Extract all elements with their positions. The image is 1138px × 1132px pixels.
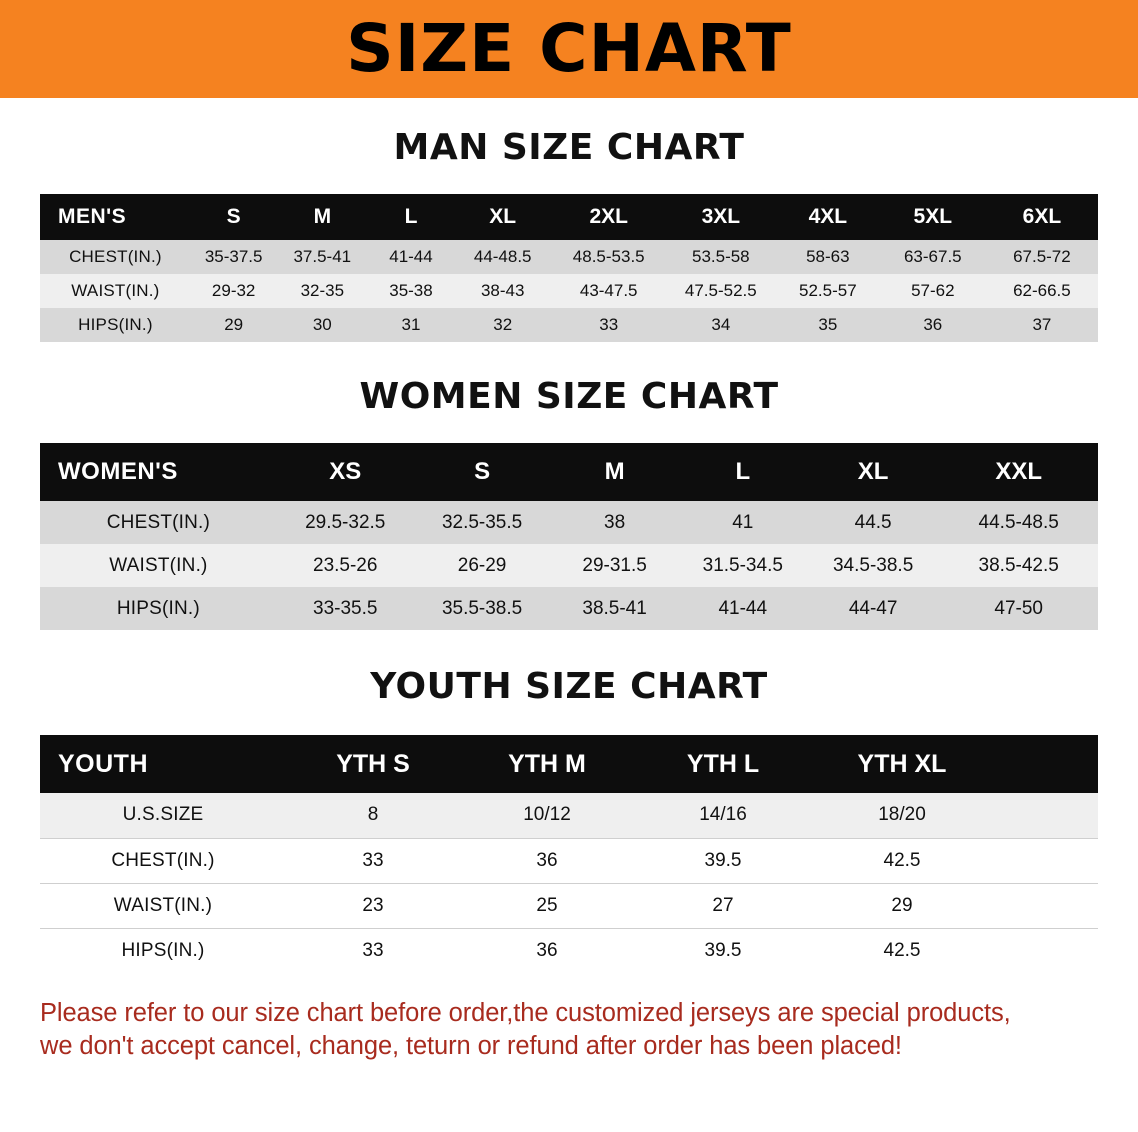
- man-row-2-label: HIPS(IN.): [78, 315, 153, 334]
- youth-row-1-label: CHEST(IN.): [40, 838, 286, 883]
- women-row-0-label: CHEST(IN.): [106, 511, 211, 533]
- man-cell-0-6: 58-63: [806, 247, 850, 266]
- youth-cell-3-3: 42.5: [883, 939, 921, 961]
- women-cell-0-0: 29.5-32.5: [305, 511, 386, 533]
- women-col-1: S: [414, 443, 551, 501]
- man-cell-0-0: 35-37.5: [204, 247, 263, 266]
- man-row-1-label: WAIST(IN.): [71, 281, 160, 300]
- man-col-2: L: [368, 194, 454, 240]
- man-cell-0-3: 44-48.5: [473, 247, 532, 266]
- women-row-1-label: WAIST(IN.): [109, 554, 208, 576]
- youth-cell-3-0: 33: [362, 939, 384, 961]
- table-row: [40, 544, 1098, 587]
- man-col-5: 3XL: [666, 194, 776, 240]
- women-cell-2-3: 41-44: [718, 597, 768, 619]
- women-size-table: [40, 443, 1098, 630]
- youth-cell-2-2: 27: [634, 883, 812, 928]
- women-cell-2-2: 38.5-41: [582, 597, 647, 619]
- youth-header-label: YOUTH: [40, 735, 286, 793]
- youth-col-3: YTH XL: [812, 735, 992, 793]
- youth-row-2-label: WAIST(IN.): [40, 883, 286, 928]
- women-cell-2-0: 33-35.5: [313, 597, 378, 619]
- youth-cell-1-1: 36: [460, 838, 634, 883]
- youth-cell-1-2: 39.5: [634, 838, 812, 883]
- youth-cell-3-2: 39.5: [704, 939, 742, 961]
- women-table-header-row: [40, 443, 1098, 501]
- youth-cell-3-spacer: [992, 928, 1098, 973]
- man-section-heading: MAN SIZE CHART: [393, 127, 745, 168]
- youth-cell-2-0: 23: [286, 883, 460, 928]
- man-cell-0-8: 67.5-72: [1013, 247, 1071, 266]
- man-cell-1-1: 32-35: [300, 281, 345, 300]
- man-size-table: [40, 194, 1098, 342]
- man-cell-2-6: 35: [818, 315, 838, 334]
- man-cell-2-7: 36: [923, 315, 943, 334]
- women-col-0: XS: [277, 443, 414, 501]
- table-row: [40, 838, 1098, 883]
- man-chart-wrap: [40, 194, 1098, 342]
- women-col-4: XL: [807, 443, 940, 501]
- women-cell-0-5: 44.5-48.5: [978, 511, 1059, 533]
- man-cell-2-8: 37: [1032, 315, 1052, 334]
- women-cell-1-1: 26-29: [457, 554, 507, 576]
- youth-cell-1-spacer: [992, 838, 1098, 883]
- women-cell-1-4: 34.5-38.5: [832, 554, 914, 576]
- women-header-label: WOMEN'S: [40, 443, 277, 501]
- youth-section-heading: YOUTH SIZE CHART: [370, 666, 768, 707]
- man-col-8: 6XL: [986, 194, 1098, 240]
- table-row: [40, 308, 1098, 342]
- women-cell-2-1: 35.5-38.5: [441, 597, 523, 619]
- youth-cell-0-spacer: [992, 793, 1098, 838]
- women-cell-1-2: 29-31.5: [582, 554, 647, 576]
- women-cell-0-3: 41: [732, 511, 754, 533]
- man-cell-2-3: 32: [493, 315, 513, 334]
- man-cell-0-2: 41-44: [389, 247, 433, 266]
- man-cell-1-6: 52.5-57: [799, 281, 857, 300]
- man-cell-2-4: 33: [599, 315, 619, 334]
- man-cell-1-2: 35-38: [389, 281, 433, 300]
- youth-cell-2-spacer: [992, 883, 1098, 928]
- man-row-0-label: CHEST(IN.): [69, 247, 162, 266]
- youth-cell-2-1: 25: [460, 883, 634, 928]
- youth-table-header-row: [40, 735, 1098, 793]
- man-col-7: 5XL: [880, 194, 986, 240]
- women-col-2: M: [551, 443, 679, 501]
- women-col-3: L: [679, 443, 807, 501]
- women-cell-2-5: 47-50: [994, 597, 1043, 619]
- youth-cell-3-1: 36: [536, 939, 558, 961]
- man-cell-2-0: 29: [224, 315, 244, 334]
- youth-col-1: YTH M: [460, 735, 634, 793]
- man-cell-1-5: 47.5-52.5: [684, 281, 757, 300]
- table-row: [40, 274, 1098, 308]
- youth-cell-1-0: 33: [286, 838, 460, 883]
- man-header-label: MEN'S: [40, 194, 191, 240]
- man-cell-2-2: 31: [401, 315, 421, 334]
- man-cell-0-7: 63-67.5: [903, 247, 962, 266]
- man-col-3: XL: [454, 194, 552, 240]
- man-cell-1-3: 38-43: [480, 281, 525, 300]
- youth-chart-wrap: [40, 735, 1098, 973]
- table-row: [40, 793, 1098, 838]
- table-row: [40, 883, 1098, 928]
- youth-cell-0-0: 8: [286, 793, 460, 838]
- policy-note-line-2: we don't accept cancel, change, teturn or refund after order has been placed!: [40, 1031, 902, 1060]
- women-cell-0-2: 38: [604, 511, 626, 533]
- youth-col-spacer: [992, 735, 1098, 793]
- table-row: [40, 240, 1098, 274]
- man-col-0: S: [191, 194, 277, 240]
- man-cell-1-0: 29-32: [211, 281, 256, 300]
- table-row: [40, 501, 1098, 544]
- women-cell-1-0: 23.5-26: [313, 554, 378, 576]
- youth-cell-0-2: 14/16: [634, 793, 812, 838]
- youth-cell-1-3: 42.5: [812, 838, 992, 883]
- women-section-heading: WOMEN SIZE CHART: [359, 376, 779, 417]
- youth-col-0: YTH S: [286, 735, 460, 793]
- man-cell-0-5: 53.5-58: [691, 247, 750, 266]
- women-row-2-label: HIPS(IN.): [116, 597, 200, 619]
- youth-cell-0-3: 18/20: [812, 793, 992, 838]
- youth-cell-2-3: 29: [812, 883, 992, 928]
- man-cell-0-1: 37.5-41: [293, 247, 352, 266]
- youth-col-2: YTH L: [634, 735, 812, 793]
- policy-note: [40, 997, 1098, 1062]
- women-col-5: XXL: [939, 443, 1098, 501]
- women-chart-wrap: [40, 443, 1098, 630]
- man-cell-1-4: 43-47.5: [579, 281, 638, 300]
- man-cell-2-1: 30: [312, 315, 332, 334]
- women-cell-1-5: 38.5-42.5: [978, 554, 1059, 576]
- policy-note-line-1: Please refer to our size chart before order,the customized jerseys are special products,: [40, 999, 1011, 1027]
- man-cell-1-7: 57-62: [911, 281, 955, 300]
- youth-row-0-label: U.S.SIZE: [40, 793, 286, 838]
- women-cell-0-1: 32.5-35.5: [441, 511, 523, 533]
- man-col-4: 2XL: [552, 194, 666, 240]
- man-table-header-row: [40, 194, 1098, 240]
- table-row: [40, 587, 1098, 630]
- man-col-1: M: [276, 194, 368, 240]
- women-cell-0-4: 44.5: [854, 511, 892, 533]
- man-col-6: 4XL: [776, 194, 880, 240]
- youth-row-3-label: HIPS(IN.): [121, 939, 205, 961]
- youth-cell-0-1: 10/12: [460, 793, 634, 838]
- page-title: SIZE CHART: [346, 10, 792, 87]
- women-cell-2-4: 44-47: [848, 597, 898, 619]
- page-banner: [0, 0, 1138, 98]
- man-cell-0-4: 48.5-53.5: [572, 247, 645, 266]
- man-cell-2-5: 34: [711, 315, 731, 334]
- table-row: [40, 928, 1098, 973]
- man-cell-1-8: 62-66.5: [1013, 281, 1071, 300]
- youth-size-table: [40, 735, 1098, 973]
- women-cell-1-3: 31.5-34.5: [702, 554, 783, 576]
